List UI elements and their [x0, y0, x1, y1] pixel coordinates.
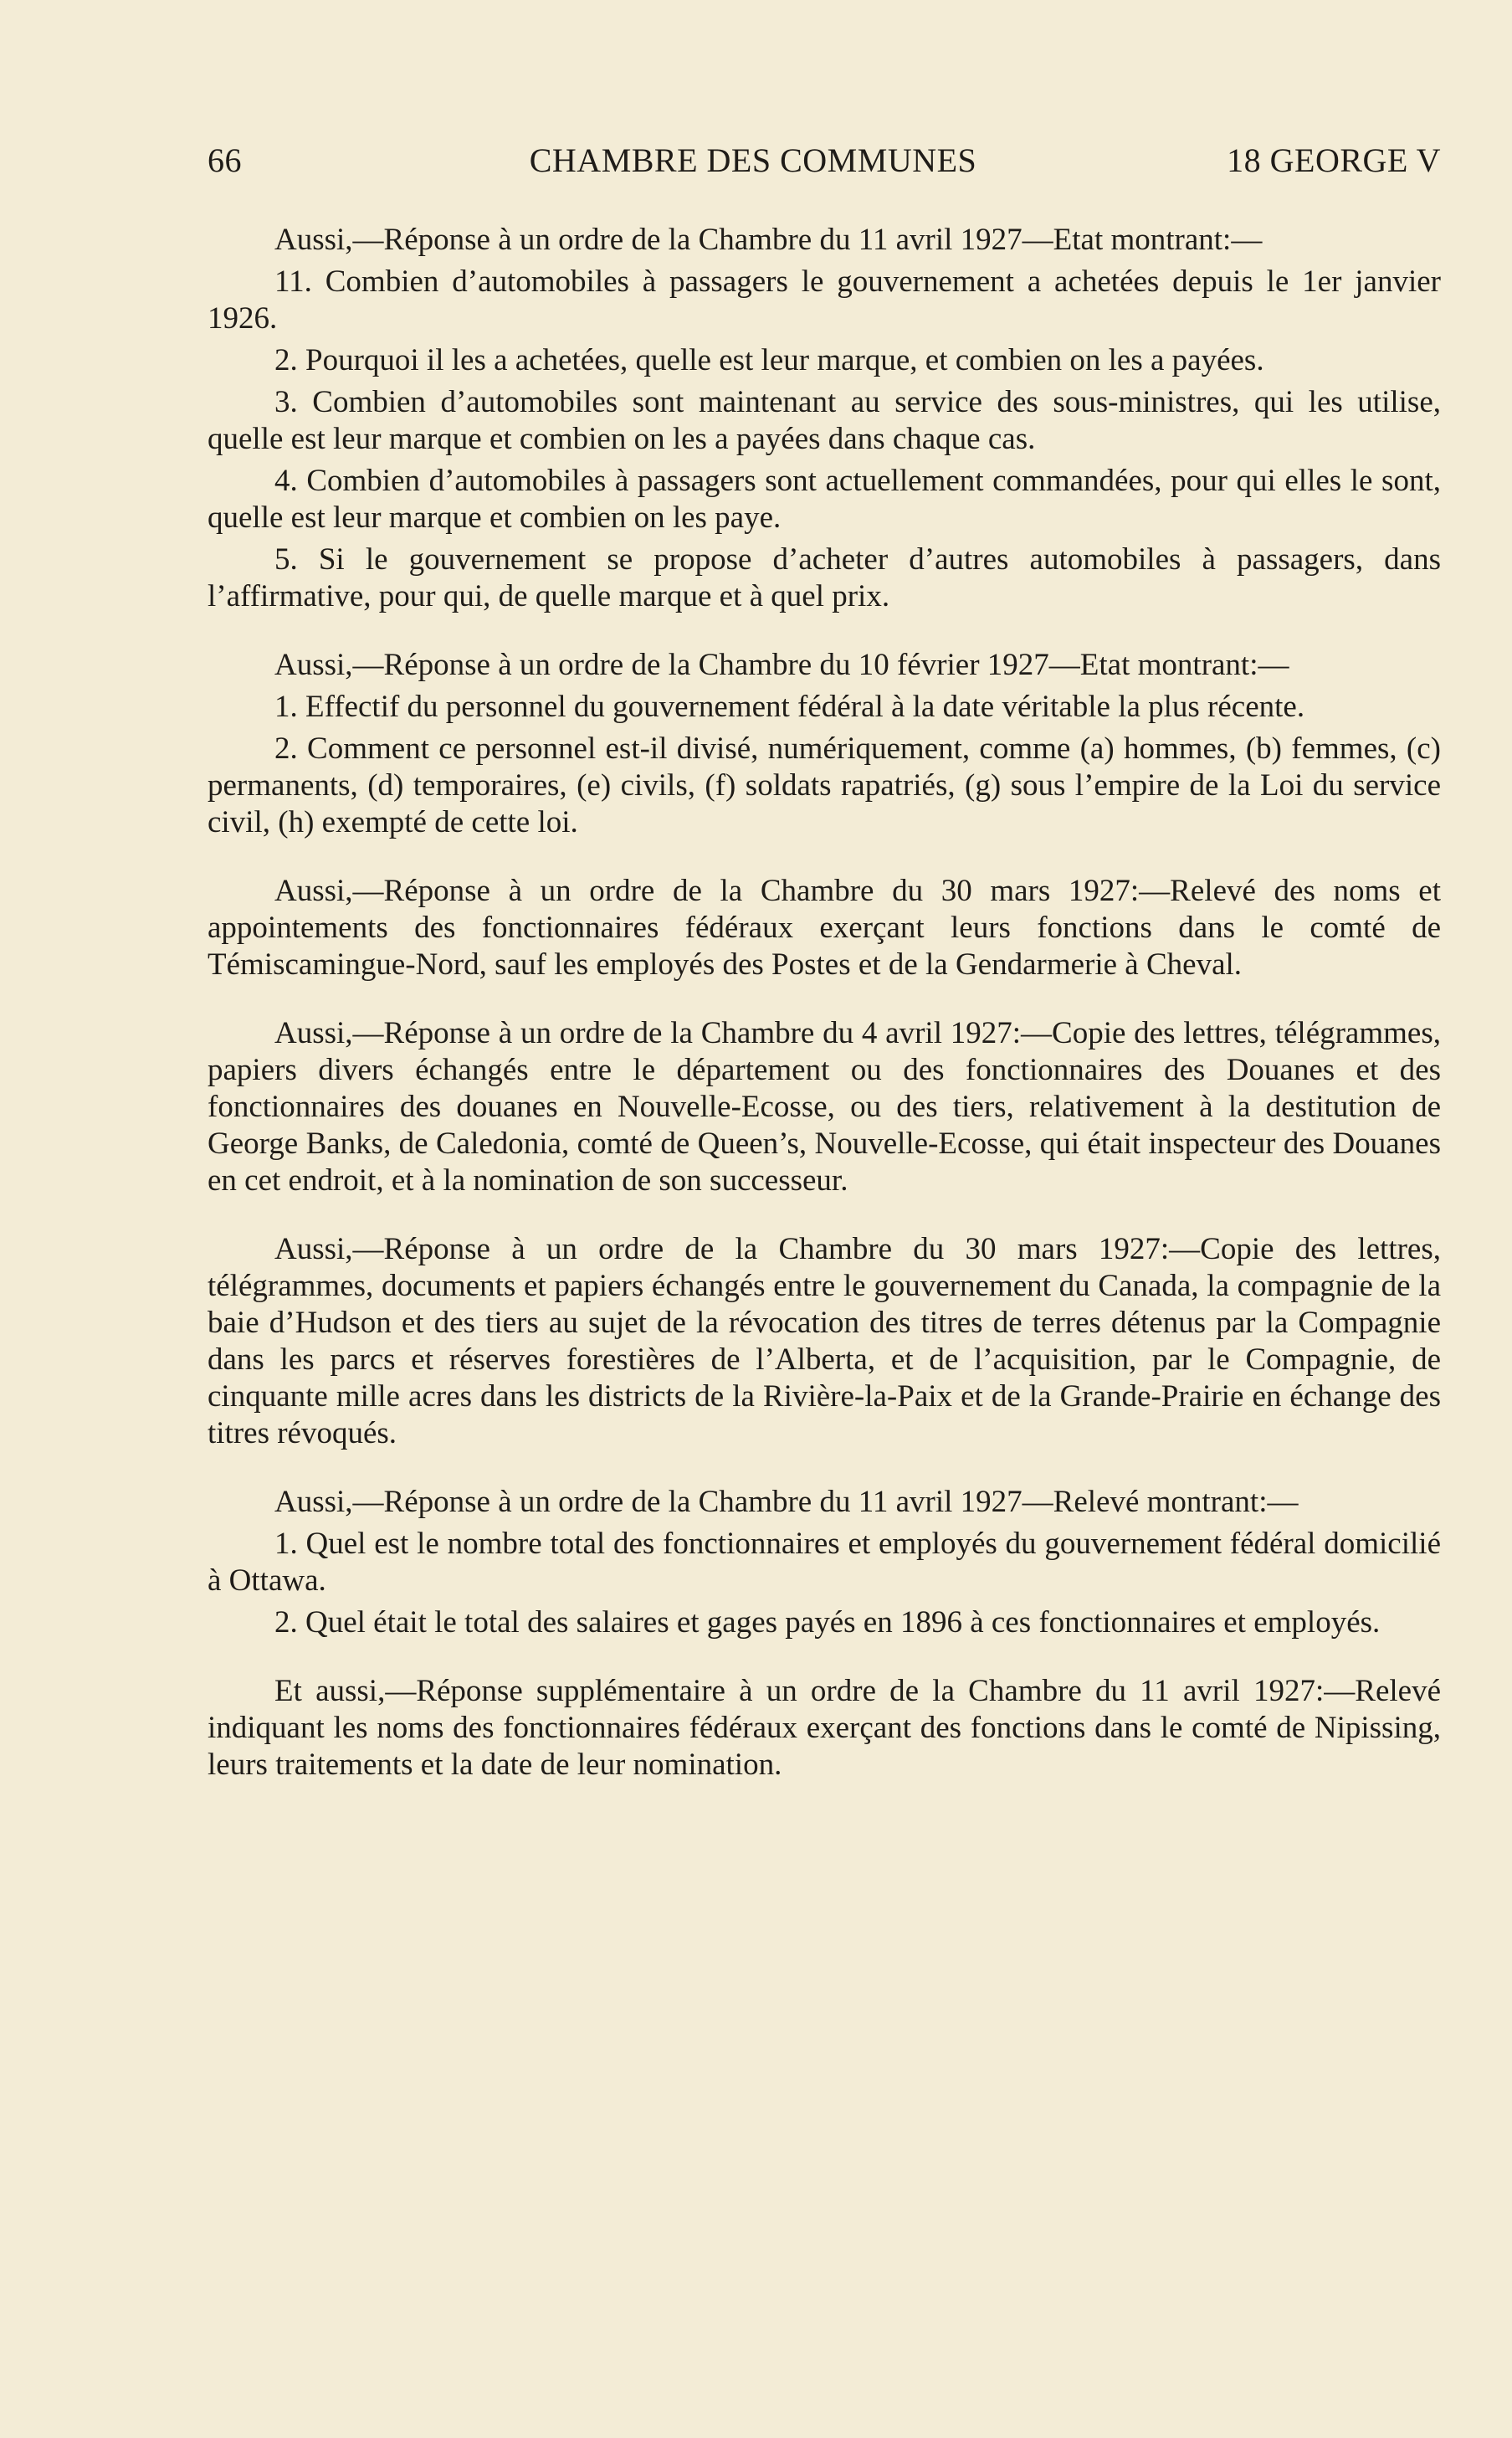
- question-item: 2. Comment ce personnel est-il divisé, numériquement, comme (a) hommes, (b) femmes, (c) permanents, (d) temporaires, (e) civils, (f) soldats rapatriés, (g) sous l’empire de la Loi du service civil, (h) exempté de cette loi.: [208, 731, 1441, 839]
- question-item: 4. Combien d’automobiles à passagers sont actuellement commandées, pour qui elles le sont, quelle est leur marque et combien on les paye.: [208, 464, 1441, 535]
- page-header: [208, 141, 1441, 180]
- question-item: 2. Pourquoi il les a achetées, quelle est leur marque, et combien on les a payées.: [274, 343, 1264, 377]
- return-intro: Aussi,—Réponse à un ordre de la Chambre du 30 mars 1927:—Copie des lettres, télégrammes, documents et papiers échangés entre le gouvernement du Canada, la compagnie de la baie d’Hudson et des tiers au sujet de la révocation des titres de terres détenus par la Compagnie dans les parcs et réserves forestières de l’Alberta, et de l’acquisition, par le Compagnie, de cinquante mille acres dans les districts de la Rivière-la-Paix et de la Grande-Prairie en échange des titres révoqués.: [208, 1232, 1441, 1450]
- question-item: 1. Effectif du personnel du gouvernement fédéral à la date véritable la plus récente.: [274, 690, 1305, 724]
- return-intro: Aussi,—Réponse à un ordre de la Chambre du 30 mars 1927:—Relevé des noms et appointements des fonctionnaires fédéraux exerçant leurs fonctions dans le comté de Témiscamingue-Nord, sauf les employés des Postes et de la Gendarmerie à Cheval.: [208, 874, 1441, 982]
- regnal-year: 18 GEORGE V: [1227, 141, 1441, 179]
- return-block: [208, 1484, 1441, 1641]
- return-intro: Aussi,—Réponse à un ordre de la Chambre du 4 avril 1927:—Copie des lettres, télégrammes, papiers divers échangés entre le département ou des fonctionnaires des Douanes et des fonctionnaires des douanes en Nouvelle-Ecosse, ou des tiers, relativement à la destitution de George Banks, de Caledonia, comté de Queen’s, Nouvelle-Ecosse, qui était inspecteur des Douanes en cet endroit, et à la nomination de son successeur.: [208, 1016, 1441, 1198]
- return-intro: Aussi,—Réponse à un ordre de la Chambre du 11 avril 1927—Relevé montrant:—: [274, 1485, 1299, 1519]
- page-number: 66: [208, 141, 242, 179]
- question-item: 3. Combien d’automobiles sont maintenant au service des sous-ministres, qui les utilise, quelle est leur marque et combien on les a payées dans chaque cas.: [208, 385, 1441, 456]
- document-page: [208, 141, 1441, 1815]
- return-block: [208, 222, 1441, 615]
- running-title: CHAMBRE DES COMMUNES: [529, 141, 977, 179]
- return-block: [208, 1015, 1441, 1199]
- return-block: [208, 1673, 1441, 1784]
- return-block: [208, 647, 1441, 841]
- question-item: 5. Si le gouvernement se propose d’acheter d’autres automobiles à passagers, dans l’affirmative, pour qui, de quelle marque et à quel prix.: [208, 542, 1441, 613]
- return-block: [208, 1231, 1441, 1452]
- return-block: [208, 873, 1441, 983]
- question-item: 2. Quel était le total des salaires et gages payés en 1896 à ces fonctionnaires et employés.: [274, 1605, 1381, 1640]
- return-intro: Aussi,—Réponse à un ordre de la Chambre du 10 février 1927—Etat montrant:—: [274, 648, 1289, 682]
- question-item: 1. Quel est le nombre total des fonctionnaires et employés du gouvernement fédéral domicilié à Ottawa.: [208, 1527, 1441, 1598]
- return-intro: Et aussi,—Réponse supplémentaire à un ordre de la Chambre du 11 avril 1927:—Relevé indiquant les noms des fonctionnaires fédéraux exerçant des fonctions dans le comté de Nipissing, leurs traitements et la date de leur nomination.: [208, 1674, 1441, 1782]
- return-intro: Aussi,—Réponse à un ordre de la Chambre du 11 avril 1927—Etat montrant:—: [274, 223, 1263, 257]
- question-item: 11. Combien d’automobiles à passagers le gouvernement a achetées depuis le 1er janvier 1926.: [208, 264, 1441, 336]
